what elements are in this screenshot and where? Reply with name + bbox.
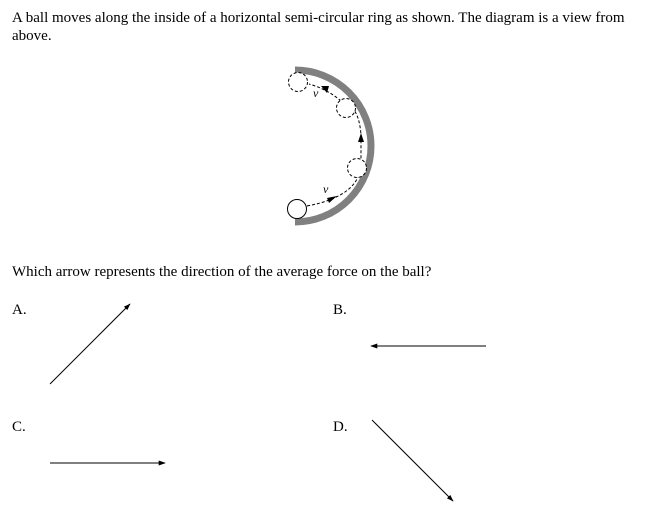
velocity-label-top: v <box>313 86 319 100</box>
ball-middle <box>348 159 367 178</box>
question-text: Which arrow represents the direction of the average force on the ball? <box>12 264 432 280</box>
option-b-label[interactable]: B. <box>333 302 347 318</box>
ball-end <box>289 73 308 92</box>
ball-start <box>288 200 307 219</box>
option-c-label[interactable]: C. <box>12 419 26 435</box>
arrow-option-a <box>50 304 130 384</box>
ball-upper <box>337 99 356 118</box>
problem-intro: A ball moves along the inside of a horizontal semi-circular ring as shown. The diagram is a view from above. <box>12 10 625 44</box>
option-a-label[interactable]: A. <box>12 302 27 318</box>
velocity-label-bottom: v <box>323 182 329 196</box>
arrow-option-d <box>372 420 453 501</box>
option-d-label[interactable]: D. <box>333 419 348 435</box>
path-arrowhead-bottom <box>327 196 337 203</box>
path-arrowhead-right <box>358 133 364 142</box>
